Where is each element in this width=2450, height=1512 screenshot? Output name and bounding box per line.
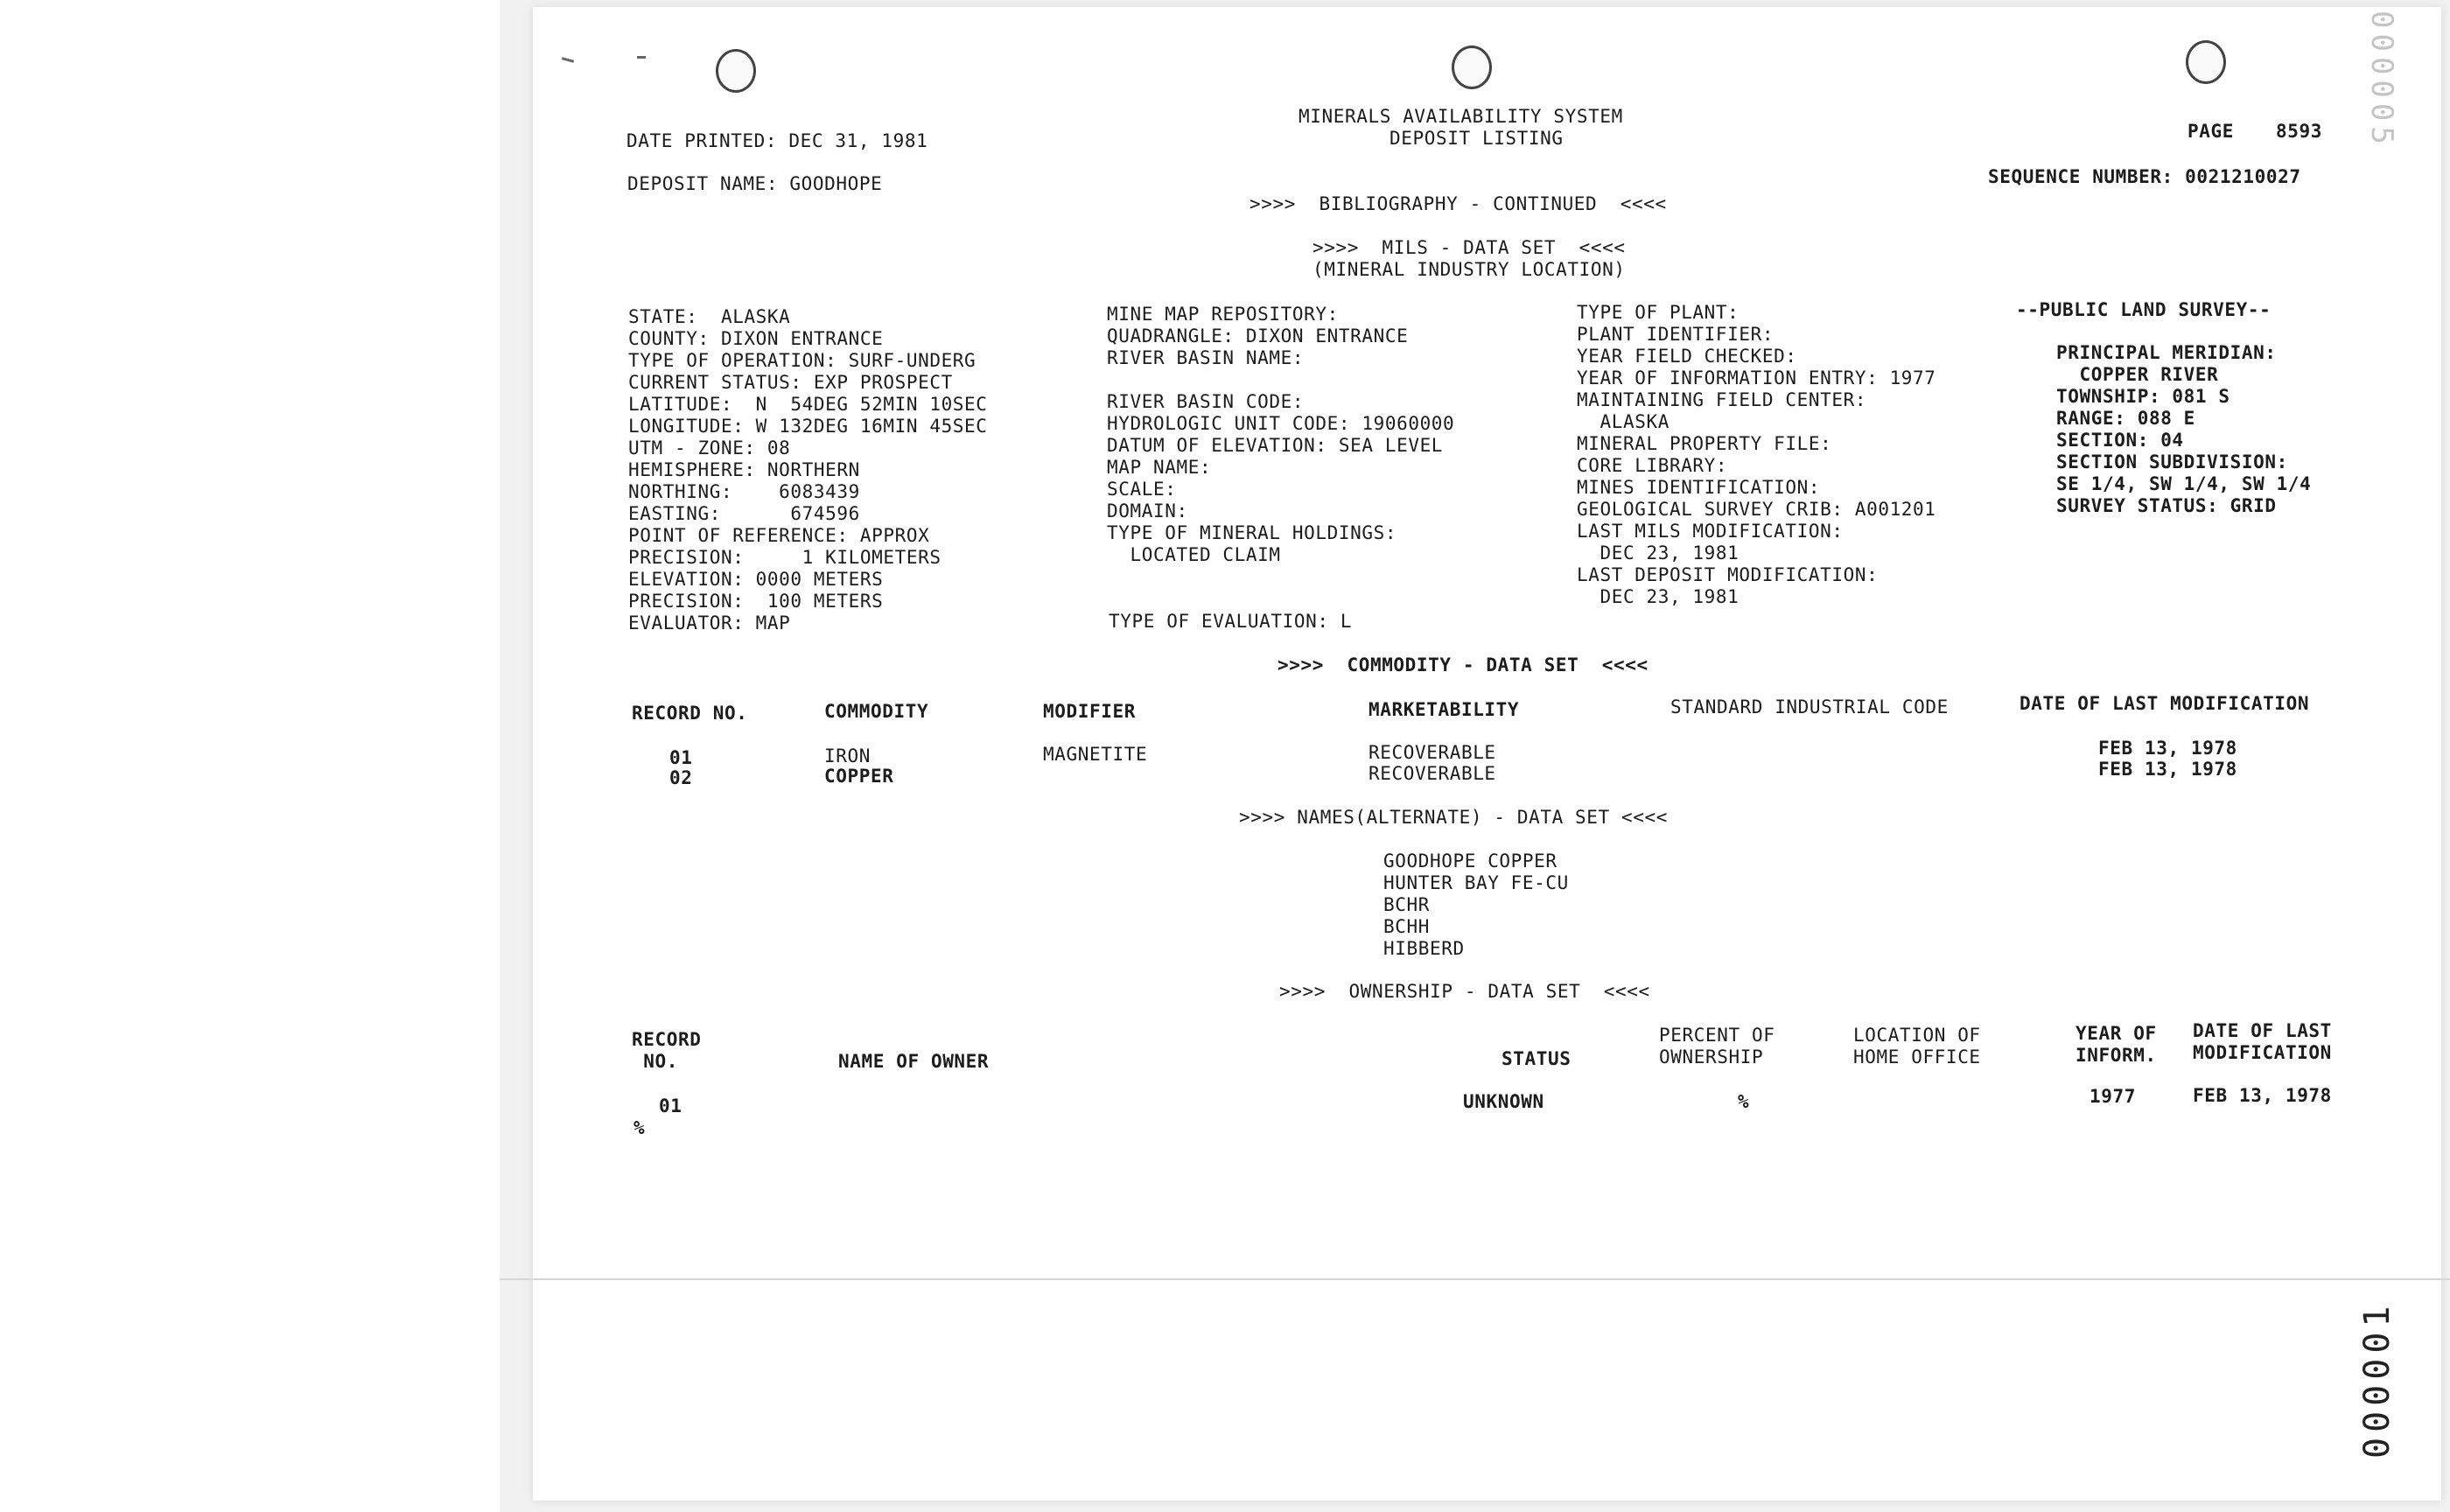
mils-field: YEAR OF INFORMATION ENTRY: 1977 xyxy=(1577,368,1936,388)
mils-field: PRECISION: 100 METERS xyxy=(628,591,884,612)
pls-field: SURVEY STATUS: GRID xyxy=(2056,495,2277,516)
commodity-col-marketability: MARKETABILITY xyxy=(1368,699,1520,720)
ownership-col-date: DATE OF LAST MODIFICATION xyxy=(2193,1020,2332,1063)
pls-field: COPPER RIVER xyxy=(2056,364,2219,385)
mils-field: RIVER BASIN NAME: xyxy=(1107,347,1305,368)
mils-field: DATUM OF ELEVATION: SEA LEVEL xyxy=(1107,435,1444,456)
mils-field: EVALUATOR: MAP xyxy=(628,612,791,634)
mils-field: DEC 23, 1981 xyxy=(1577,542,1740,564)
mils-field: HYDROLOGIC UNIT CODE: 19060000 xyxy=(1107,413,1455,434)
page-label: PAGE xyxy=(2188,121,2234,142)
mils-field: DEC 23, 1981 xyxy=(1577,586,1740,607)
mils-field: QUADRANGLE: DIXON ENTRANCE xyxy=(1107,326,1409,346)
deposit-name: DEPOSIT NAME: GOODHOPE xyxy=(627,173,883,194)
ownership-col-percent: PERCENT OF OWNERSHIP xyxy=(1659,1025,1775,1068)
mils-field: CURRENT STATUS: EXP PROSPECT xyxy=(628,372,953,393)
commodity-name: IRON xyxy=(824,746,871,766)
fold-line xyxy=(500,1278,2450,1280)
mils-field: LONGITUDE: W 132DEG 16MIN 45SEC xyxy=(628,416,988,437)
ownership-percent: % xyxy=(1738,1091,1750,1112)
list-item: GOODHOPE COPPER xyxy=(1383,850,1558,872)
mils-field: COUNTY: DIXON ENTRANCE xyxy=(628,328,884,349)
listing-title: DEPOSIT LISTING xyxy=(1390,128,1564,149)
mils-field: NORTHING: 6083439 xyxy=(628,481,860,502)
list-item: BCHR xyxy=(1383,894,1430,915)
ownership-col-status: STATUS xyxy=(1502,1048,1572,1069)
ownership-col-owner: NAME OF OWNER xyxy=(838,1051,990,1072)
mils-field: LATITUDE: N 54DEG 52MIN 10SEC xyxy=(628,394,988,415)
mils-field: LAST MILS MODIFICATION: xyxy=(1577,521,1844,542)
margin-stamp-bottom: 000001 xyxy=(2357,1300,2398,1460)
commodity-col-date: DATE OF LAST MODIFICATION xyxy=(2020,693,2310,714)
commodity-date: FEB 13, 1978 xyxy=(2098,759,2237,780)
pls-field: SECTION SUBDIVISION: xyxy=(2056,452,2288,472)
commodity-record: 01 xyxy=(669,747,693,768)
mils-field: ALASKA xyxy=(1577,411,1670,432)
commodity-col-record: RECORD NO. xyxy=(632,703,748,724)
bibliography-heading: >>>> BIBLIOGRAPHY - CONTINUED <<<< xyxy=(1250,193,1667,214)
mils-field: SCALE: xyxy=(1107,479,1177,500)
mils-field: MINE MAP REPOSITORY: xyxy=(1107,304,1339,325)
commodity-col-sic: STANDARD INDUSTRIAL CODE xyxy=(1670,696,1949,718)
pls-field: PRINCIPAL MERIDIAN: xyxy=(2056,342,2277,363)
list-item: HIBBERD xyxy=(1383,938,1465,959)
mils-subheading: (MINERAL INDUSTRY LOCATION) xyxy=(1312,259,1626,280)
mils-field: TYPE OF PLANT: xyxy=(1577,302,1740,323)
mils-field: TYPE OF MINERAL HOLDINGS: xyxy=(1107,522,1397,543)
mils-field: GEOLOGICAL SURVEY CRIB: A001201 xyxy=(1577,499,1936,520)
public-land-survey-heading: --PUBLIC LAND SURVEY-- xyxy=(2016,299,2272,320)
ownership-date: FEB 13, 1978 xyxy=(2193,1085,2332,1106)
mils-field: DOMAIN: xyxy=(1107,500,1188,522)
commodity-col-modifier: MODIFIER xyxy=(1043,701,1136,722)
mils-field: MINERAL PROPERTY FILE: xyxy=(1577,433,1832,454)
commodity-marketability: RECOVERABLE xyxy=(1368,742,1496,763)
mils-field: TYPE OF EVALUATION: L xyxy=(1109,611,1353,632)
ownership-year: 1977 xyxy=(2090,1086,2136,1107)
mils-heading: >>>> MILS - DATA SET <<<< xyxy=(1312,237,1626,258)
commodity-col-commodity: COMMODITY xyxy=(824,701,929,722)
names-heading: >>>> NAMES(ALTERNATE) - DATA SET <<<< xyxy=(1239,807,1668,828)
mils-field: HEMISPHERE: NORTHERN xyxy=(628,459,860,480)
ownership-col-year: YEAR OF INFORM. xyxy=(2076,1023,2157,1066)
mils-field: LOCATED CLAIM xyxy=(1107,544,1281,565)
ownership-record: 01 xyxy=(659,1096,682,1116)
ownership-col-record: RECORD NO. xyxy=(632,1029,702,1072)
ownership-heading: >>>> OWNERSHIP - DATA SET <<<< xyxy=(1279,981,1650,1002)
ownership-status: UNKNOWN xyxy=(1463,1091,1544,1112)
mils-field: PLANT IDENTIFIER: xyxy=(1577,324,1774,345)
sequence-number: SEQUENCE NUMBER: 0021210027 xyxy=(1988,166,2301,187)
pls-field: RANGE: 088 E xyxy=(2056,408,2195,429)
pls-field: SE 1/4, SW 1/4, SW 1/4 xyxy=(2056,473,2312,494)
mils-field: MAINTAINING FIELD CENTER: xyxy=(1577,389,1867,410)
date-printed: DATE PRINTED: DEC 31, 1981 xyxy=(626,130,928,151)
mils-field: MINES IDENTIFICATION: xyxy=(1577,477,1821,498)
mils-field: PRECISION: 1 KILOMETERS xyxy=(628,547,942,568)
mils-field: POINT OF REFERENCE: APPROX xyxy=(628,525,930,546)
mils-field: RIVER BASIN CODE: xyxy=(1107,391,1305,412)
mils-field: CORE LIBRARY: xyxy=(1577,455,1728,476)
margin-stamp-top: 000005 xyxy=(2364,10,2399,150)
ownership-col-location: LOCATION OF HOME OFFICE xyxy=(1853,1025,1981,1068)
mils-field: UTM - ZONE: 08 xyxy=(628,438,791,458)
list-item: HUNTER BAY FE-CU xyxy=(1383,872,1569,893)
mils-field: STATE: ALASKA xyxy=(628,306,791,327)
commodity-modifier: MAGNETITE xyxy=(1043,744,1148,765)
mils-field: TYPE OF OPERATION: SURF-UNDERG xyxy=(628,350,976,371)
commodity-heading: >>>> COMMODITY - DATA SET <<<< xyxy=(1278,654,1648,676)
system-title: MINERALS AVAILABILITY SYSTEM xyxy=(1298,106,1623,127)
mils-field: EASTING: 674596 xyxy=(628,503,860,524)
mils-field: YEAR FIELD CHECKED: xyxy=(1577,346,1797,367)
punch-hole-left xyxy=(716,49,756,93)
commodity-name: COPPER xyxy=(824,766,894,787)
commodity-marketability: RECOVERABLE xyxy=(1368,763,1496,784)
list-item: BCHH xyxy=(1383,916,1430,937)
commodity-record: 02 xyxy=(669,767,693,788)
mils-field: MAP NAME: xyxy=(1107,457,1212,478)
scan-speck xyxy=(637,56,646,59)
commodity-date: FEB 13, 1978 xyxy=(2098,738,2237,759)
punch-hole-center xyxy=(1452,46,1492,89)
end-marker: % xyxy=(634,1117,646,1138)
page-number: 8593 xyxy=(2276,121,2322,142)
pls-field: TOWNSHIP: 081 S xyxy=(2056,386,2230,407)
punch-hole-right xyxy=(2186,40,2226,84)
pls-field: SECTION: 04 xyxy=(2056,430,2184,451)
mils-field: LAST DEPOSIT MODIFICATION: xyxy=(1577,564,1879,585)
mils-field: ELEVATION: 0000 METERS xyxy=(628,569,884,590)
